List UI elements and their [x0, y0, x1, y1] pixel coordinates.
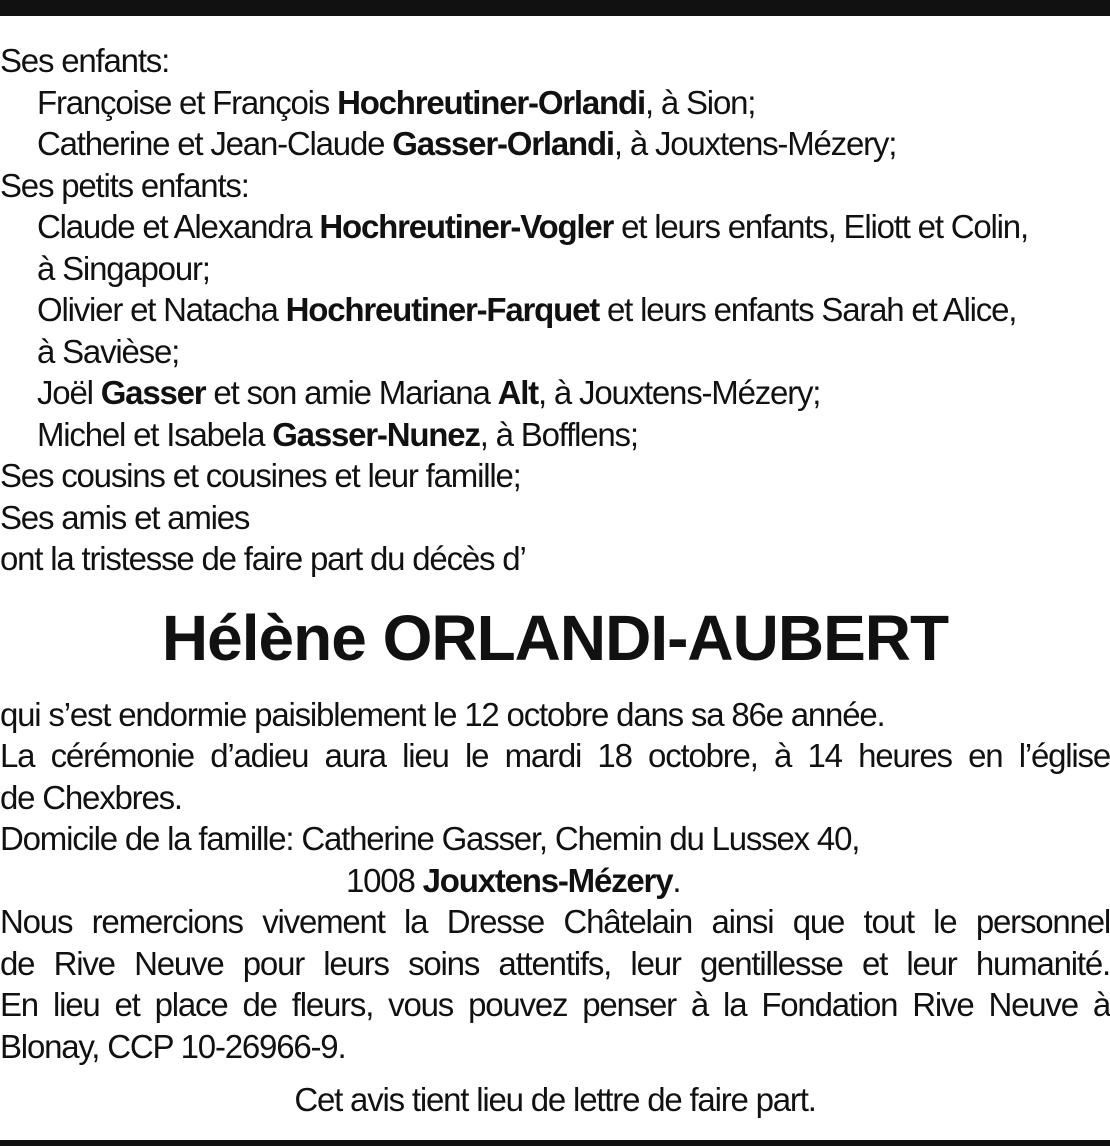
thanks-text-continued: de Rive Neuve pour leurs soins attentifs, leur gentillesse et leur humanité.: [0, 944, 1110, 982]
cousins-line: Ses cousins et cousines et leur famille;: [0, 457, 521, 494]
surname: Hochreutiner-Farquet: [285, 291, 600, 328]
family-domicile: Domicile de la famille: Catherine Gasser, Chemin du Lussex 40,: [0, 820, 860, 857]
surname: Alt: [497, 374, 538, 411]
grandchild-entry-continued: à Savièse;: [37, 332, 180, 370]
obituary-notice: [0, 40, 1110, 1121]
grandchild-entry: Olivier et Natacha Hochreutiner-Farquet et leurs enfants Sarah et Alice,: [37, 291, 1017, 328]
family-domicile-continued: 1008 Jouxtens-Mézery.: [346, 861, 681, 899]
grandchild-entry: Claude et Alexandra Hochreutiner-Vogler et leurs enfants, Eliott et Colin,: [37, 208, 1028, 245]
ceremony-details-continued: de Chexbres.: [0, 778, 182, 816]
top-rule: [0, 0, 1110, 16]
child-entry: Catherine et Jean-Claude Gasser-Orlandi, à Jouxtens-Mézery;: [37, 125, 897, 162]
grandchild-entry: Michel et Isabela Gasser-Nunez, à Bofflens;: [37, 415, 638, 453]
deceased-name: Hélène ORLANDI-AUBERT: [161, 601, 949, 674]
surname: Gasser-Nunez: [272, 415, 480, 453]
flowers-text: En lieu et place de fleurs, vous pouvez penser à la Fondation Rive Neuve à: [0, 986, 1110, 1023]
ceremony-details: La cérémonie d’adieu aura lieu le mardi 18 octobre, à 14 heures en l’église: [0, 737, 1110, 774]
children-heading: Ses enfants:: [0, 42, 170, 79]
friends-line: Ses amis et amies: [0, 498, 250, 536]
surname: Hochreutiner-Vogler: [319, 208, 614, 245]
grandchild-entry-continued: à Singapour;: [37, 249, 210, 287]
surname: Gasser-Orlandi: [392, 125, 614, 162]
closing-note: Cet avis tient lieu de lettre de faire part.: [294, 1081, 816, 1118]
announcement-line: ont la tristesse de faire part du décès d’: [0, 540, 526, 577]
surname: Gasser: [100, 374, 206, 411]
passing-details: qui s’est endormie paisiblement le 12 octobre dans sa 86e année.: [0, 695, 885, 733]
surname: Hochreutiner-Orlandi: [337, 83, 645, 121]
bottom-rule: [0, 1140, 1110, 1146]
domicile-city: Jouxtens-Mézery: [422, 861, 673, 899]
flowers-text-continued: Blonay, CCP 10-26966-9.: [0, 1027, 346, 1065]
grandchildren-heading: Ses petits enfants:: [0, 166, 249, 204]
thanks-text: Nous remercions vivement la Dresse Châtelain ainsi que tout le personnel: [0, 903, 1110, 940]
child-entry: Françoise et François Hochreutiner-Orlandi, à Sion;: [37, 83, 756, 121]
grandchild-entry: Joël Gasser et son amie Mariana Alt, à Jouxtens-Mézery;: [37, 374, 821, 411]
